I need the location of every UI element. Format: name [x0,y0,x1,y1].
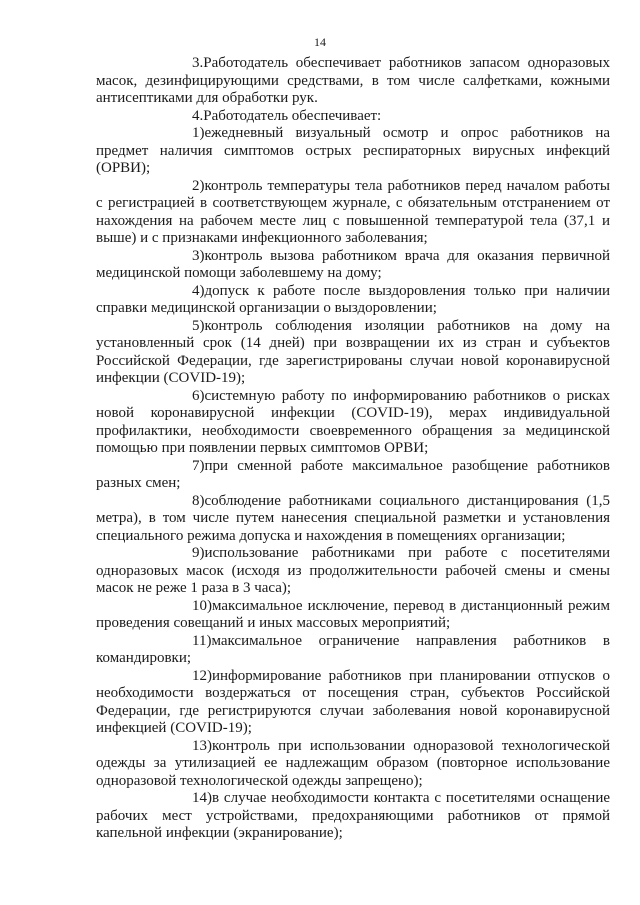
list-item-1 [96,125,610,178]
list-item-number: 2) [192,177,205,194]
paragraph-text: Работодатель обеспечивает: [203,107,382,124]
list-item-4 [96,283,610,318]
list-item-text: информирование работников при планировании отпусков о необходимости воздержаться от посещения стран, субъектов Российской Федерации, где регистрируются случаи заболевания новой коронавирусной инфекцией (COVID-19); [96,667,610,736]
list-item-number: 6) [192,387,205,404]
list-item-text: контроль соблюдения изоляции работников на дому на установленный срок (14 дней) при возвращении их из стран и субъектов Российской Федерации, где зарегистрированы случаи новой коронавирусной инфекции (COVID-19); [96,317,610,386]
paragraph-number: 3. [192,55,204,71]
document-body [96,55,610,843]
list-item-10 [96,598,610,633]
list-item-text: использование работниками при работе с посетителями одноразовых масок (исходя из продолжительности рабочей смены и смены масок не реже 1 раза в 3 часа); [96,545,610,596]
list-item-number: 11) [192,632,212,649]
page-number: 14 [314,35,326,49]
list-item-14 [96,790,610,843]
list-item-3 [96,248,610,283]
list-item-12 [96,668,610,738]
list-item-text: контроль температуры тела работников перед началом работы с регистрацией в соответствующем журнале, с обязательным отстранением от нахождения на рабочем месте лиц с повышенной температурой тела (37,1 и выше) и с признаками инфекционного заболевания; [96,177,610,246]
list-item-text: допуск к работе после выздоровления только при наличии справки медицинской организации о выздоровлении; [96,282,610,316]
list-item-5 [96,318,610,388]
paragraph-3 [96,55,610,108]
list-item-2 [96,178,610,248]
list-item-8 [96,493,610,546]
list-item-number: 13) [192,737,212,754]
list-item-number: 9) [192,545,205,561]
list-item-7 [96,458,610,493]
list-item-text: максимальное исключение, перевод в дистанционный режим проведения совещаний и иных массовых мероприятий; [96,597,610,631]
list-item-6 [96,388,610,458]
list-item-number: 10) [192,597,212,614]
list-item-text: соблюдение работниками социального дистанцирования (1,5 метра), в том числе путем нанесения специальной разметки и установления специального режима допуска и нахождения в помещениях организации; [96,492,610,544]
list-item-number: 14) [192,790,212,806]
list-item-text: контроль при использовании одноразовой технологической одежды за утилизацией ее надлежащим образом (повторное использование одноразовой технологической одежды запрещено); [96,737,610,789]
list-item-number: 3) [192,247,205,264]
list-item-number: 4) [192,282,205,299]
paragraph-text: Работодатель обеспечивает работников запасом одноразовых масок, дезинфицирующими средствами, в том числе салфетками, кожными антисептиками для обработки рук. [96,55,610,106]
list-item-11 [96,633,610,668]
paragraph-number: 4. [192,107,204,124]
list-item-text: системную работу по информированию работников о рисках новой коронавирусной инфекции (COVID-19), мерах индивидуальной профилактики, необходимости своевременного обращения за медицинской помощью при появлении первых симптомов ОРВИ; [96,387,610,456]
list-item-text: ежедневный визуальный осмотр и опрос работников на предмет наличия симптомов острых респираторных вирусных инфекций (ОРВИ); [96,125,610,176]
list-item-number: 7) [192,457,205,474]
list-item-number: 12) [192,667,212,684]
list-item-number: 8) [192,492,205,509]
list-item-text: контроль вызова работником врача для оказания первичной медицинской помощи заболевшему на дому; [96,247,610,281]
list-item-number: 5) [192,317,205,334]
list-item-number: 1) [192,125,205,141]
list-item-13 [96,738,610,791]
list-item-text: в случае необходимости контакта с посетителями оснащение рабочих мест устройствами, предохраняющими работников от прямой капельной инфекции (экранирование); [96,790,610,841]
paragraph-4 [96,108,610,126]
list-item-9 [96,545,610,598]
list-item-text: максимальное ограничение направления работников в командировки; [96,632,610,666]
list-item-text: при сменной работе максимальное разобщение работников разных смен; [96,457,610,491]
